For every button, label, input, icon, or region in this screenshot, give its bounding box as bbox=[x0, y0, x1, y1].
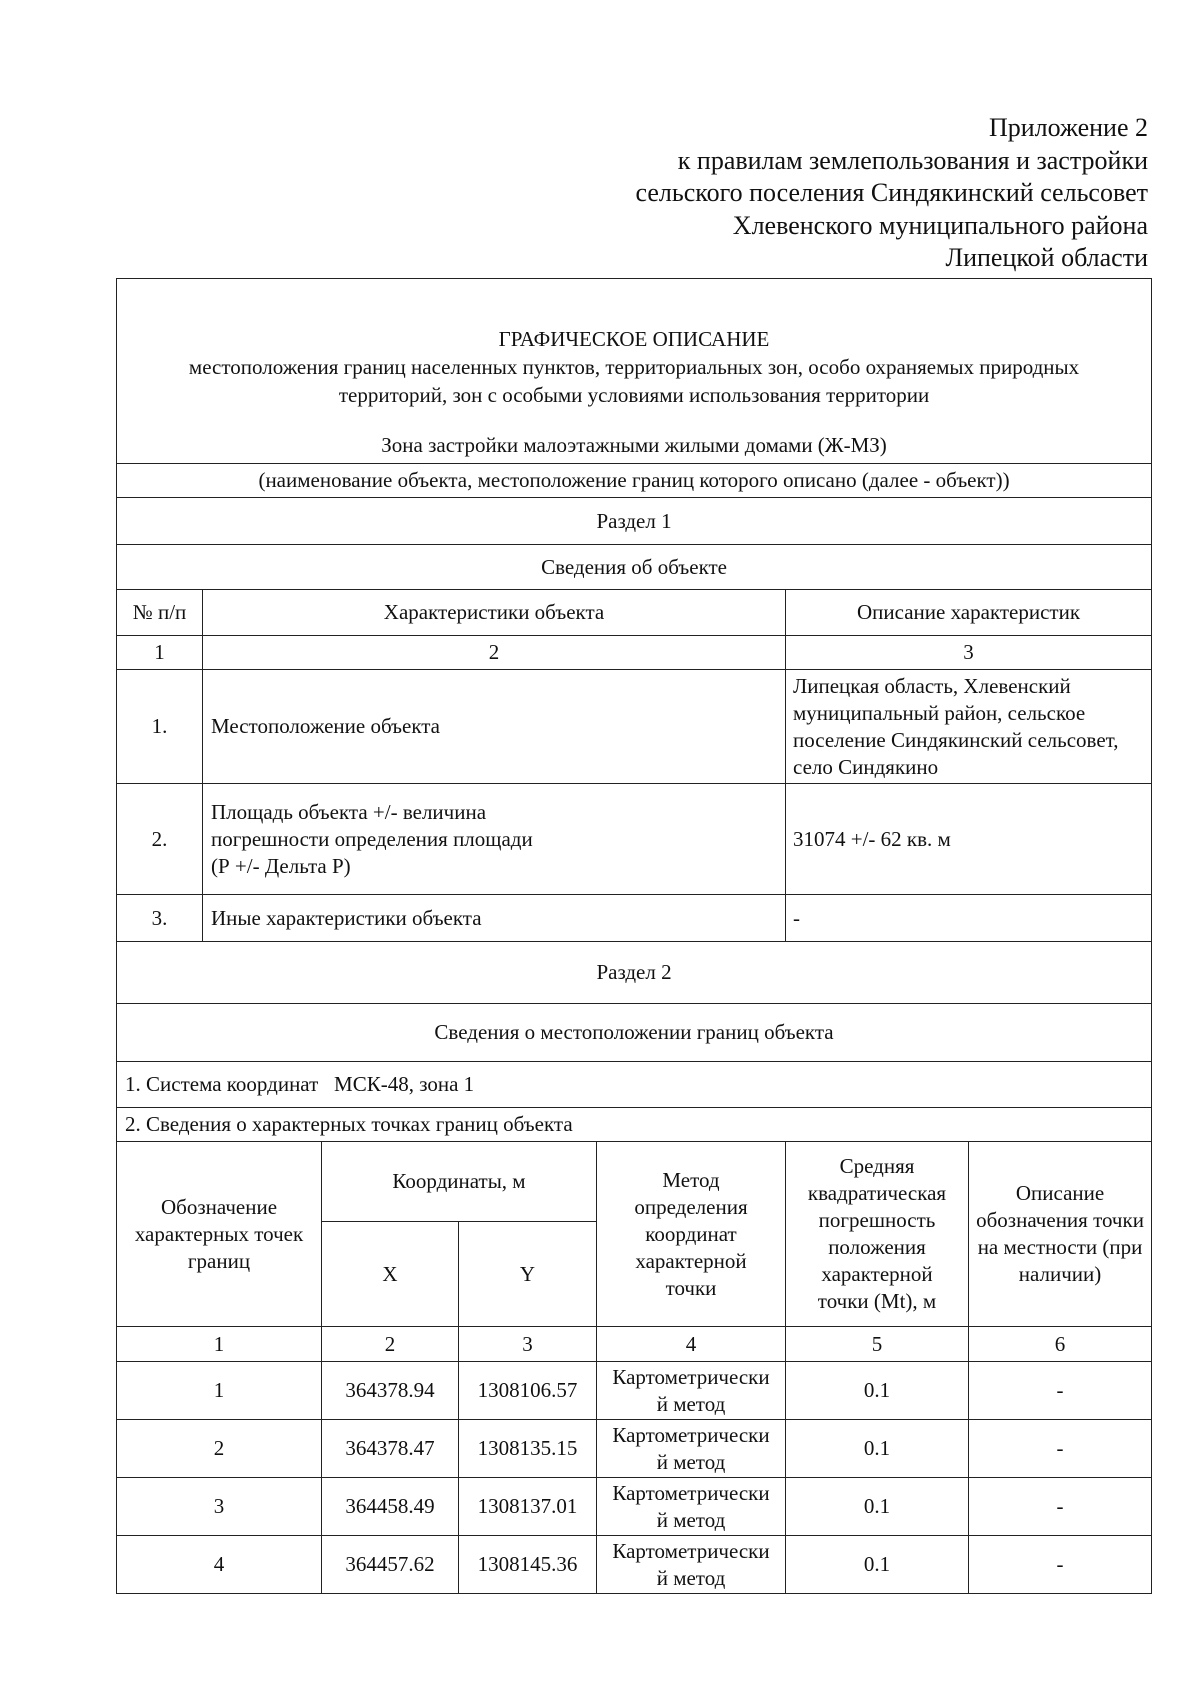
column-number: 3 bbox=[459, 1327, 597, 1362]
point-x: 364457.62 bbox=[322, 1536, 459, 1594]
section1-title: Раздел 1 bbox=[117, 498, 1152, 545]
characteristic-text: Иные характеристики объекта bbox=[211, 905, 482, 930]
object-name: Зона застройки малоэтажными жилыми домами (Ж-МЗ) bbox=[381, 433, 887, 457]
section1-column-numbers-row bbox=[117, 636, 1152, 670]
graphic-description-table bbox=[116, 278, 1152, 1594]
header-text: положения bbox=[828, 1235, 926, 1259]
coordinate-system-label: 1. Система координат bbox=[125, 1072, 319, 1096]
document-title: ГРАФИЧЕСКОЕ ОПИСАНИЕ bbox=[498, 327, 770, 351]
table-row bbox=[117, 670, 1152, 784]
points-header-row bbox=[117, 1142, 1152, 1222]
description-text: - bbox=[793, 905, 800, 930]
place-description-header bbox=[969, 1142, 1152, 1327]
point-id: 3 bbox=[117, 1478, 322, 1536]
column-number: 2 bbox=[203, 636, 786, 670]
x-header: X bbox=[322, 1222, 459, 1327]
header-text: характерных точек bbox=[134, 1221, 304, 1246]
point-y: 1308145.36 bbox=[459, 1536, 597, 1594]
point-mt: 0.1 bbox=[786, 1362, 969, 1420]
description-text: муниципальный район, сельское bbox=[793, 700, 1086, 725]
coordinate-system-value: МСК-48, зона 1 bbox=[334, 1072, 475, 1096]
header-text: характерной bbox=[635, 1248, 747, 1273]
column-number: 6 bbox=[969, 1327, 1152, 1362]
header-text: погрешность bbox=[818, 1208, 936, 1232]
section2-title-row bbox=[117, 942, 1152, 1004]
characteristic-text: погрешности определения площади bbox=[211, 826, 533, 851]
description-text: поселение Синдякинский сельсовет, bbox=[793, 727, 1119, 752]
points-column-numbers-row bbox=[117, 1327, 1152, 1362]
point-id: 1 bbox=[117, 1362, 322, 1420]
point-place: - bbox=[969, 1420, 1152, 1478]
header-text: обозначения точки bbox=[976, 1208, 1144, 1232]
appendix-line: Приложение 2 bbox=[988, 113, 1148, 142]
document-title-cell bbox=[117, 279, 1152, 464]
appendix-heading bbox=[636, 112, 1148, 275]
column-number: 3 bbox=[786, 636, 1152, 670]
point-method bbox=[597, 1478, 786, 1536]
document-title-row bbox=[117, 279, 1152, 464]
header-text: Обозначение bbox=[160, 1194, 278, 1219]
header-text: на местности (при bbox=[977, 1235, 1143, 1259]
row-number: 2. bbox=[117, 784, 203, 895]
section1-subtitle: Сведения об объекте bbox=[117, 545, 1152, 590]
object-caption: (наименование объекта, местоположение границ которого описано (далее - объект)) bbox=[117, 464, 1152, 498]
point-x: 364458.49 bbox=[322, 1478, 459, 1536]
method-text: й метод bbox=[656, 1565, 726, 1590]
point-designation-header bbox=[117, 1142, 322, 1327]
header-text: Средняя bbox=[839, 1154, 915, 1178]
coordinate-system-cell bbox=[117, 1062, 1152, 1108]
description-text: Липецкая область, Хлевенский bbox=[793, 673, 1071, 698]
point-id: 2 bbox=[117, 1420, 322, 1478]
point-place: - bbox=[969, 1536, 1152, 1594]
header-text: Метод bbox=[662, 1167, 720, 1192]
description-text: село Синдякино bbox=[793, 754, 939, 779]
characteristic-text: Местоположение объекта bbox=[211, 714, 441, 738]
point-method bbox=[597, 1420, 786, 1478]
error-header bbox=[786, 1142, 969, 1327]
appendix-line: сельского поселения Синдякинский сельсовет bbox=[635, 178, 1148, 207]
column-number: 1 bbox=[117, 1327, 322, 1362]
column-number: 2 bbox=[322, 1327, 459, 1362]
description-cell bbox=[786, 895, 1152, 942]
column-number: 5 bbox=[786, 1327, 969, 1362]
method-text: Картометрически bbox=[612, 1480, 770, 1505]
characteristic-text: (Р +/- Дельта Р) bbox=[211, 853, 351, 878]
points-label-row bbox=[117, 1108, 1152, 1142]
description-text: 31074 +/- 62 кв. м bbox=[793, 826, 951, 851]
point-place: - bbox=[969, 1362, 1152, 1420]
coordinates-header: Координаты, м bbox=[322, 1142, 597, 1222]
document-subtitle-line: территорий, зон с особыми условиями использования территории bbox=[338, 383, 930, 407]
header-text: квадратическая bbox=[807, 1181, 947, 1205]
header-text: Описание bbox=[1015, 1181, 1105, 1205]
section1-header-row bbox=[117, 590, 1152, 636]
description-cell bbox=[786, 670, 1152, 784]
appendix-line: Хлевенского муниципального района bbox=[732, 210, 1148, 240]
characteristic-cell bbox=[203, 670, 786, 784]
column-header: № п/п bbox=[117, 590, 203, 636]
column-number: 1 bbox=[117, 636, 203, 670]
header-text: координат bbox=[645, 1221, 737, 1246]
point-y: 1308137.01 bbox=[459, 1478, 597, 1536]
characteristic-text: Площадь объекта +/- величина bbox=[211, 799, 487, 824]
point-mt: 0.1 bbox=[786, 1420, 969, 1478]
column-number: 4 bbox=[597, 1327, 786, 1362]
column-header: Описание характеристик bbox=[786, 590, 1152, 636]
method-text: й метод bbox=[656, 1391, 726, 1416]
row-number: 3. bbox=[117, 895, 203, 942]
table-row bbox=[117, 784, 1152, 895]
document-subtitle-line: местоположения границ населенных пунктов, территориальных зон, особо охраняемых природных bbox=[188, 355, 1080, 379]
method-text: й метод bbox=[656, 1507, 726, 1532]
point-x: 364378.47 bbox=[322, 1420, 459, 1478]
header-text: характерной bbox=[821, 1262, 933, 1286]
table-row bbox=[117, 1420, 1152, 1478]
column-header: Характеристики объекта bbox=[203, 590, 786, 636]
characteristic-cell bbox=[203, 895, 786, 942]
section1-subtitle-row bbox=[117, 545, 1152, 590]
appendix-line: к правилам землепользования и застройки bbox=[677, 145, 1148, 175]
section1-title-row bbox=[117, 498, 1152, 545]
header-text: точки bbox=[665, 1275, 717, 1300]
table-row bbox=[117, 895, 1152, 942]
method-text: й метод bbox=[656, 1449, 726, 1474]
point-place: - bbox=[969, 1478, 1152, 1536]
method-text: Картометрически bbox=[612, 1364, 770, 1389]
coordinate-system-row bbox=[117, 1062, 1152, 1108]
header-text: точки (Mt), м bbox=[817, 1289, 937, 1313]
point-y: 1308135.15 bbox=[459, 1420, 597, 1478]
point-id: 4 bbox=[117, 1536, 322, 1594]
point-mt: 0.1 bbox=[786, 1536, 969, 1594]
point-y: 1308106.57 bbox=[459, 1362, 597, 1420]
table-row bbox=[117, 1536, 1152, 1594]
description-cell bbox=[786, 784, 1152, 895]
appendix-line: Липецкой области bbox=[945, 243, 1148, 272]
method-header bbox=[597, 1142, 786, 1327]
point-x: 364378.94 bbox=[322, 1362, 459, 1420]
y-header: Y bbox=[459, 1222, 597, 1327]
table-row bbox=[117, 1478, 1152, 1536]
point-mt: 0.1 bbox=[786, 1478, 969, 1536]
section2-subtitle-row bbox=[117, 1004, 1152, 1062]
point-method bbox=[597, 1362, 786, 1420]
header-text: границ bbox=[187, 1248, 251, 1273]
object-caption-row bbox=[117, 464, 1152, 498]
section2-subtitle: Сведения о местоположении границ объекта bbox=[117, 1004, 1152, 1062]
table-row bbox=[117, 1362, 1152, 1420]
point-method bbox=[597, 1536, 786, 1594]
characteristic-cell bbox=[203, 784, 786, 895]
method-text: Картометрически bbox=[612, 1422, 770, 1447]
row-number: 1. bbox=[117, 670, 203, 784]
header-text: определения bbox=[634, 1194, 748, 1219]
points-label: 2. Сведения о характерных точках границ объекта bbox=[117, 1108, 1152, 1142]
section2-title: Раздел 2 bbox=[117, 942, 1152, 1004]
header-text: наличии) bbox=[1018, 1262, 1102, 1286]
method-text: Картометрически bbox=[612, 1538, 770, 1563]
